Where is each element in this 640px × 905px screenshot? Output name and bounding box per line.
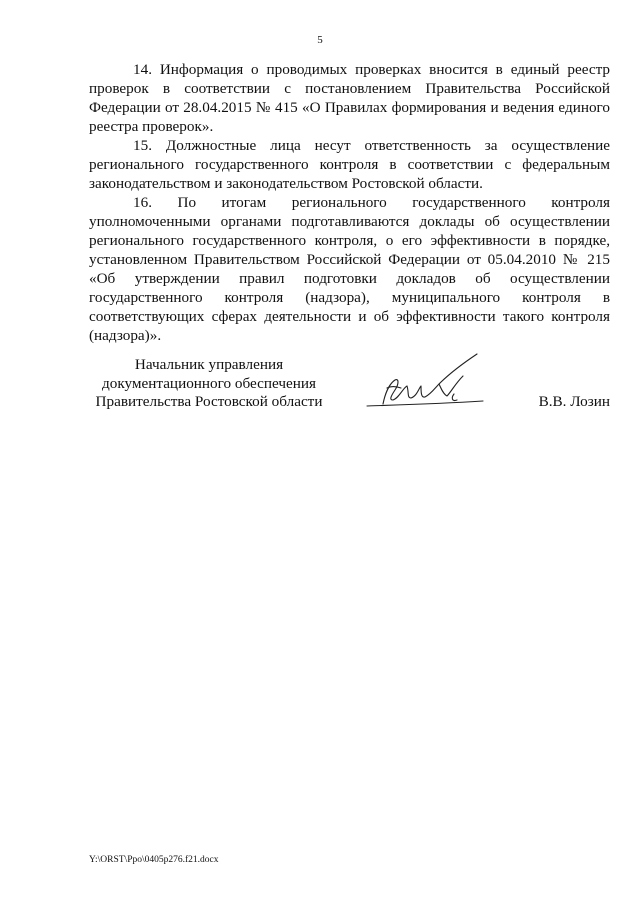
paragraph-16: 16. По итогам регионального государственного контроля уполномоченными органами подготавливаются доклады об осуществлении регионального государственного контроля, о его эффективности в порядке, установленном Правительством Российской Федерации от 05.04.2010 № 215 «Об утверждении правил подготовки докладов об осуществлении государственного контроля (надзора), муниципального контроля в соответствующих сферах деятельности и об эффективности такого контроля (надзора)». <box>89 194 610 344</box>
file-path-footer: Y:\ORST\Ppo\0405p276.f21.docx <box>89 855 219 865</box>
signatory-title-line: Начальник управления <box>134 356 284 373</box>
paragraph-15: 15. Должностные лица несут ответственность за осуществление регионального государственного контроля в соответствии с федеральным законодательством и законодательством Ростовской области. <box>89 137 610 192</box>
signatory-title-line: Правительства Ростовской области <box>95 393 323 410</box>
paragraph-14: 14. Информация о проводимых проверках вносится в единый реестр проверок в соответствии с постановлением Правительства Российской Федерации от 28.04.2015 № 415 «О Правилах формирования и ведения единого реестра проверок». <box>89 61 610 135</box>
document-body <box>89 60 610 345</box>
page-number: 5 <box>317 34 323 46</box>
signatory-title-line: документационного обеспечения <box>102 374 316 392</box>
signatory-title <box>89 356 329 412</box>
signatory-name: В.В. Лозин <box>538 393 610 410</box>
handwritten-signature <box>355 348 515 418</box>
